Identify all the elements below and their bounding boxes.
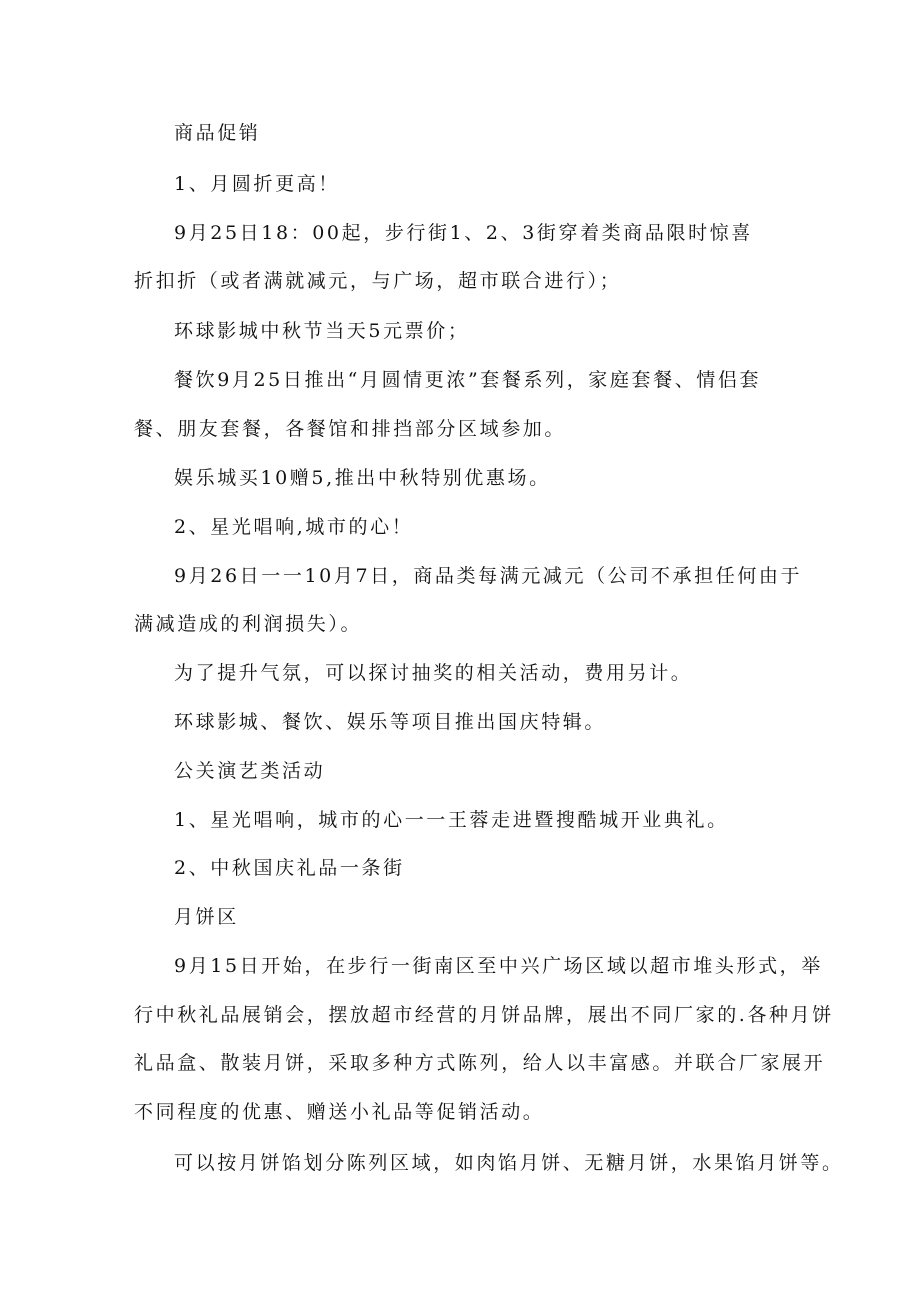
paragraph-line: 环球影城、餐饮、娱乐等项目推出国庆特辑。	[174, 711, 607, 733]
paragraph-line: 1、星光唱响，城市的心一一王蓉走进暨搜酷城开业典礼。	[174, 809, 729, 831]
paragraph-line: 餐饮9月25日推出“月圆情更浓”套餐系列，家庭套餐、情侣套	[174, 369, 762, 391]
paragraph-line: 可以按月饼馅划分陈列区域，如肉馅月饼、无糖月饼，水果馅月饼等。	[174, 1152, 844, 1174]
paragraph-line: 餐、朋友套餐，各餐馆和排挡部分区域参加。	[134, 418, 567, 440]
subheading-starlight: 2、星光唱响,城市的心！	[174, 516, 414, 538]
paragraph-line: 为了提升气氛，可以探讨抽奖的相关活动，费用另计。	[174, 662, 693, 684]
paragraph-line: 9月15日开始，在步行一街南区至中兴广场区域以超市堆头形式，举	[174, 955, 823, 977]
paragraph-line: 不同程度的优惠、赠送小礼品等促销活动。	[134, 1101, 545, 1123]
paragraph-line: 行中秋礼品展销会，摆放超市经营的月饼品牌，展出不同厂家的.各种月饼	[134, 1004, 834, 1026]
paragraph-line: 9月26日一一10月7日，商品类每满元减元（公司不承担任何由于	[174, 565, 803, 587]
paragraph-line: 折扣折（或者满就减元，与广场，超市联合进行）；	[134, 270, 622, 292]
subheading-moon-discount: 1、月圆折更高！	[174, 173, 340, 195]
paragraph-line: 满减造成的利润损失）。	[134, 613, 363, 635]
subheading-mooncake-area: 月饼区	[174, 906, 239, 928]
paragraph-line: 礼品盒、散装月饼，采取多种方式陈列，给人以丰富感。并联合厂家展开	[134, 1052, 826, 1074]
paragraph-line: 9月25日18：00起，步行街1、2、3街穿着类商品限时惊喜	[174, 222, 753, 244]
paragraph-line: 2、中秋国庆礼品一条街	[174, 857, 405, 879]
paragraph-line: 环球影城中秋节当天5元票价；	[174, 320, 470, 342]
section-heading-pr-events: 公关演艺类活动	[174, 760, 326, 782]
section-heading-promotion: 商品促销	[174, 122, 261, 144]
paragraph-line: 娱乐城买10赠5,推出中秋特别优惠场。	[174, 467, 551, 489]
